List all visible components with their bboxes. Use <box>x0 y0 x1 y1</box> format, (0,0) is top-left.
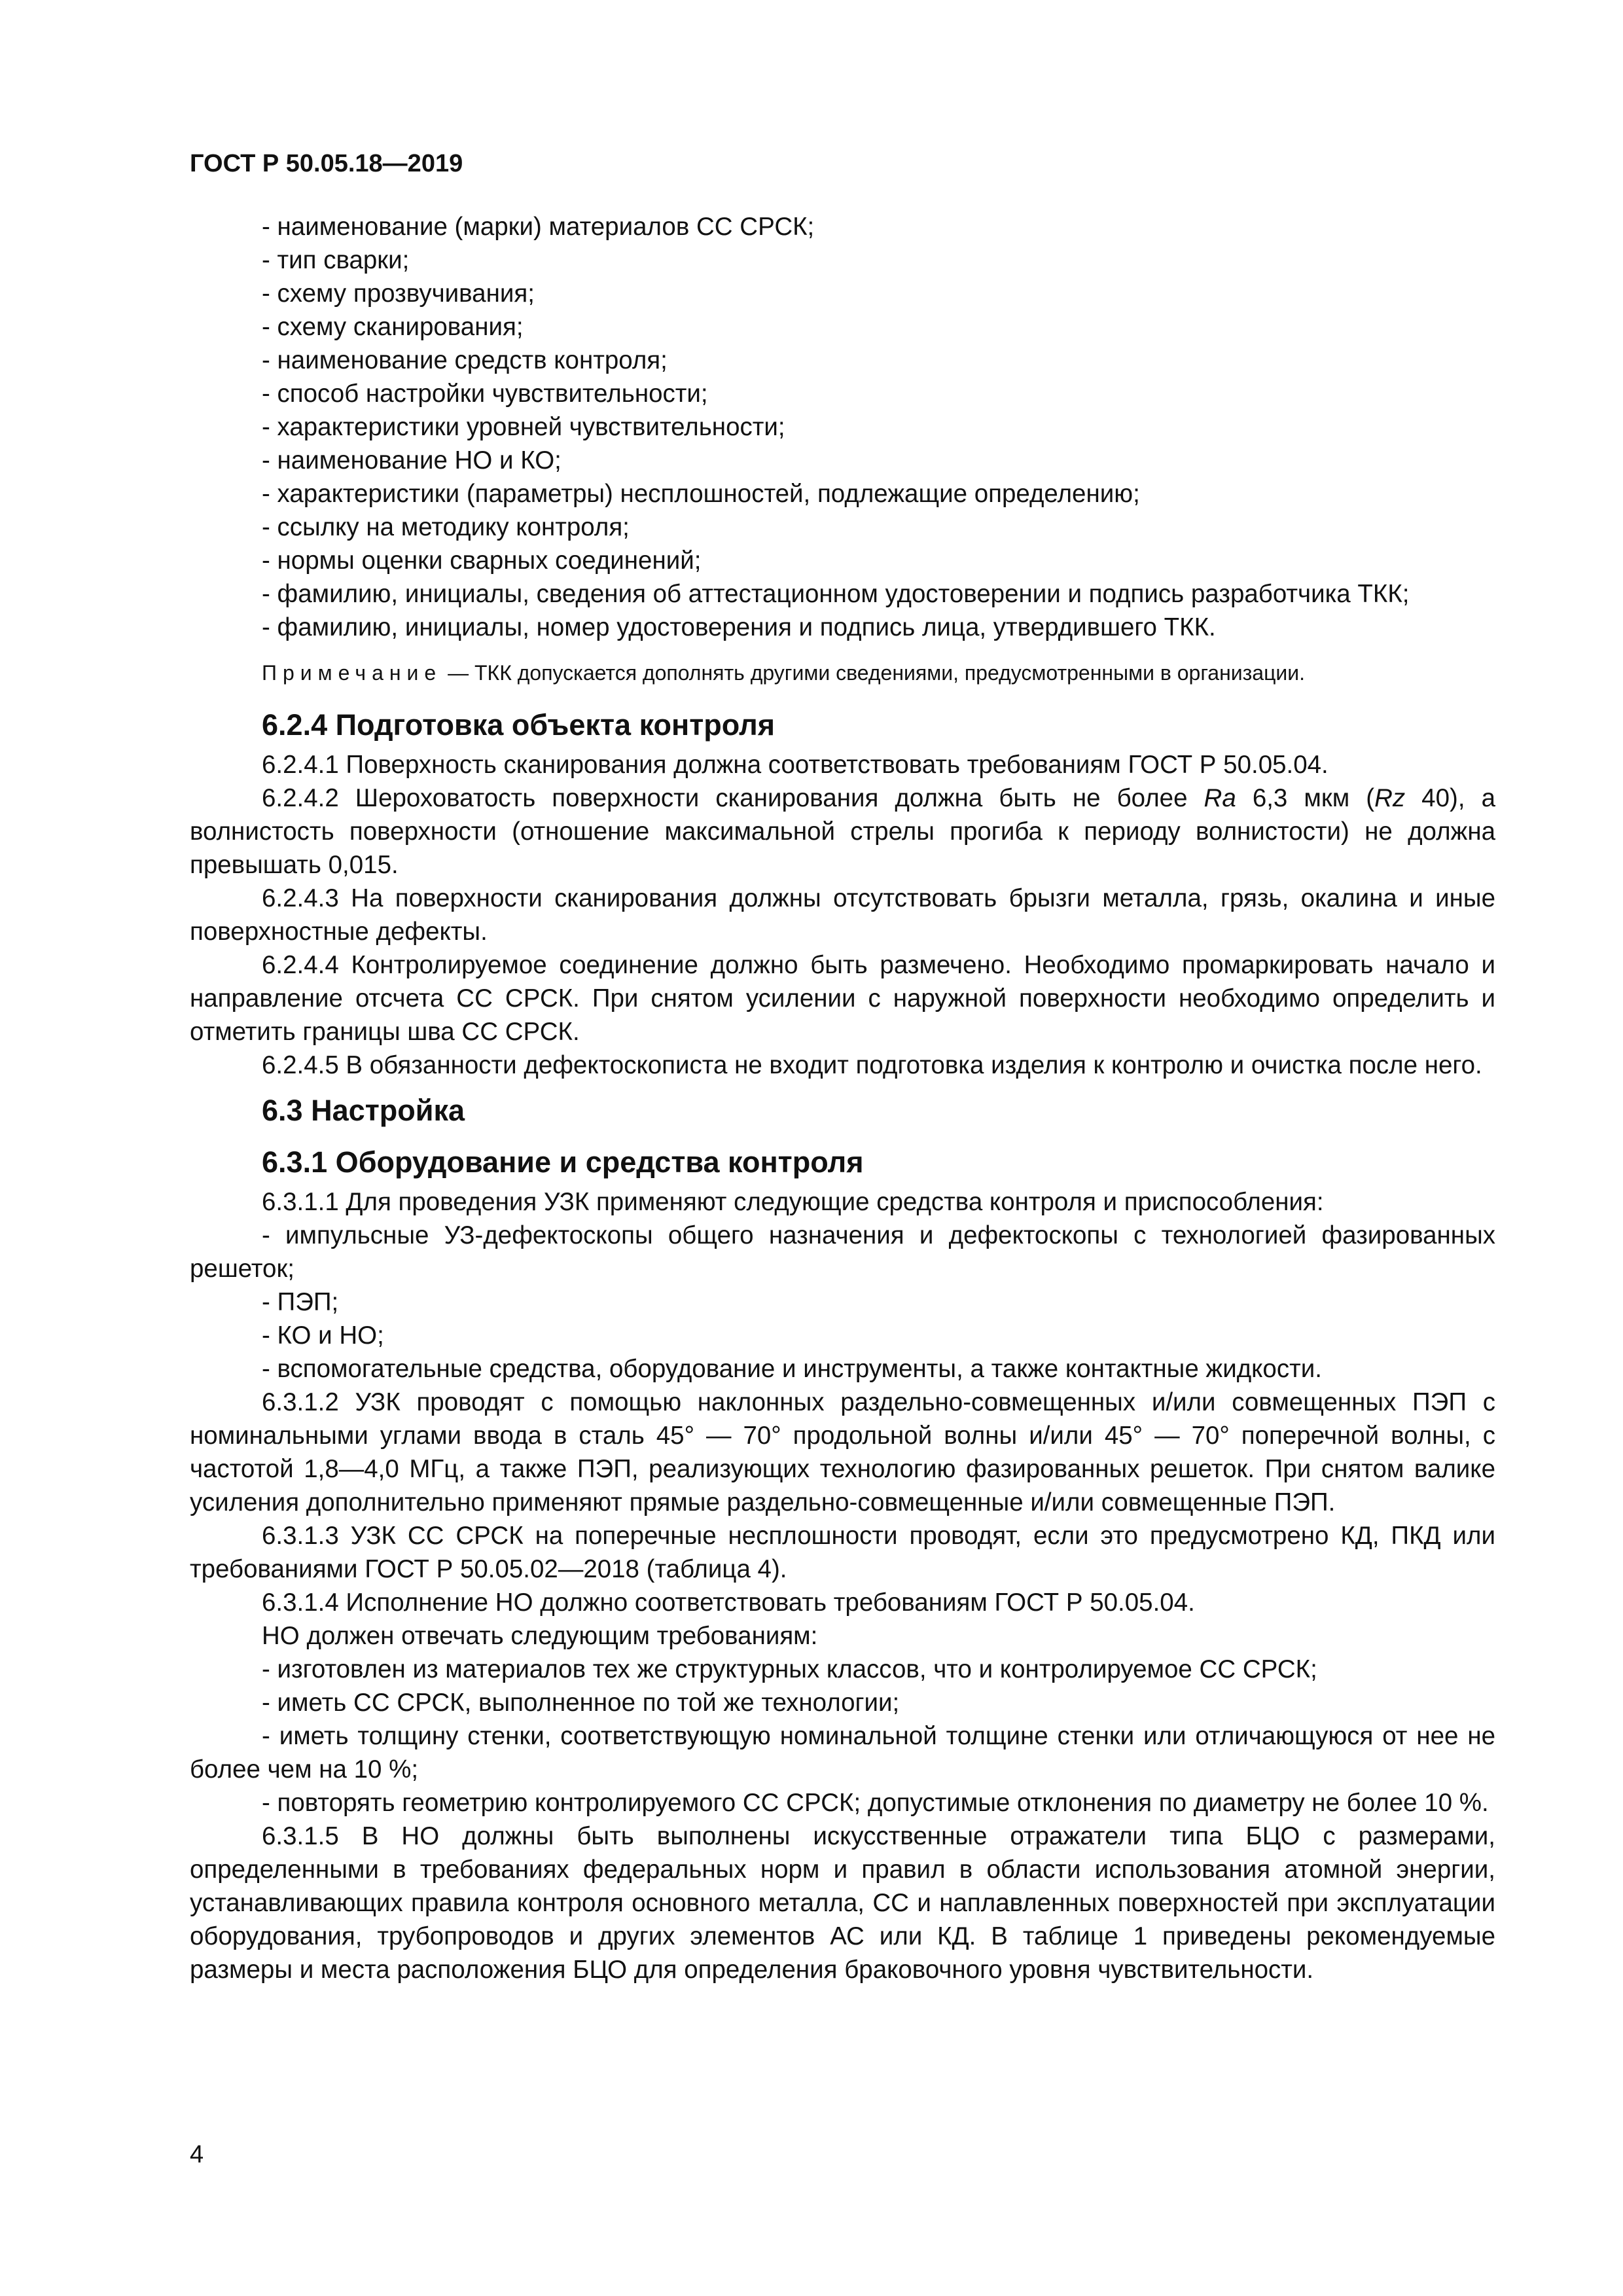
document-id-header: ГОСТ Р 50.05.18—2019 <box>190 150 463 177</box>
note <box>262 658 1495 687</box>
section-heading-6-3-1: 6.3.1 Оборудование и средства контроля <box>262 1145 864 1179</box>
ra-symbol: Ra <box>1204 784 1236 812</box>
list-item: - иметь толщину стенки, соответствующую номинальной толщине стенки или отличающуюся от нее не более чем на 10 %; <box>190 1722 1495 1784</box>
paragraph-intro: НО должен отвечать следующим требованиям: <box>262 1622 818 1650</box>
list-item: - изготовлен из материалов тех же структурных классов, что и контролируемое СС СРСК; <box>262 1655 1317 1683</box>
list-item: - наименование НО и КО; <box>262 446 562 475</box>
list-item: - фамилию, инициалы, сведения об аттестационном удостоверении и подпись разработчика ТКК; <box>262 580 1410 608</box>
note-label: Примечание <box>262 661 442 685</box>
list-item: - характеристики (параметры) несплошностей, подлежащие определению; <box>262 480 1140 508</box>
paragraph-6-2-4-4: 6.2.4.4 Контролируемое соединение должно быть размечено. Необходимо промаркировать начало и направление отсчета СС СРСК. При снятом усилении с наружной поверхности необходимо определить и отметить границы шва СС СРСК. <box>190 951 1495 1046</box>
paragraph-text: 6,3 мкм ( <box>1236 784 1375 812</box>
paragraph-text: 40), а волнистость поверхности (отношение максимальной стрелы прогиба к периоду волнистости) не должна превышать 0,015. <box>190 784 1495 879</box>
paragraph-6-3-1-3: 6.3.1.3 УЗК СС СРСК на поперечные несплошности проводят, если это предусмотрено КД, ПКД или требованиями ГОСТ Р 50.05.02—2018 (таблица 4). <box>190 1522 1495 1583</box>
list-item: - фамилию, инициалы, номер удостоверения и подпись лица, утвердившего ТКК. <box>262 613 1216 641</box>
paragraph-6-2-4-1: 6.2.4.1 Поверхность сканирования должна соответствовать требованиям ГОСТ Р 50.05.04. <box>262 751 1329 779</box>
paragraph-6-2-4-3: 6.2.4.3 На поверхности сканирования должны отсутствовать брызги металла, грязь, окалина и иные поверхностные дефекты. <box>190 884 1495 946</box>
rz-symbol: Rz <box>1374 784 1406 812</box>
list-item: - тип сварки; <box>262 246 410 274</box>
list-item: - иметь СС СРСК, выполненное по той же технологии; <box>262 1689 900 1717</box>
section-heading-6-3: 6.3 Настройка <box>262 1094 465 1127</box>
page-number: 4 <box>190 2141 204 2168</box>
list-item: - КО и НО; <box>262 1321 384 1350</box>
list-item: - схему сканирования; <box>262 313 524 341</box>
list-item: - вспомогательные средства, оборудование и инструменты, а также контактные жидкости. <box>262 1355 1322 1383</box>
paragraph-6-3-1-2: 6.3.1.2 УЗК проводят с помощью наклонных раздельно-совмещенных и/или совмещенных ПЭП с номинальными углами ввода в сталь 45° — 70° продольной волны и/или 45° — 70° поперечной волны, с частотой 1,8—4,0 МГц, а также ПЭП, реализующих технологию фазированных решеток. При снятом валике усиления дополнительно применяют прямые раздельно-совмещенные и/или совмещенные ПЭП. <box>190 1388 1495 1516</box>
paragraph-6-2-4-2 <box>190 781 1495 882</box>
paragraph-text: 6.2.4.2 Шероховатость поверхности сканирования должна быть не более <box>262 784 1204 812</box>
paragraph-6-3-1-5: 6.3.1.5 В НО должны быть выполнены искусственные отражатели типа БЦО с размерами, определенными в требованиях федеральных норм и правил в области использования атомной энергии, устанавливающих правила контроля основного металла, СС и наплавленных поверхностей при эксплуатации оборудования, трубопроводов и других элементов АС или КД. В таблице 1 приведены рекомендуемые размеры и места расположения БЦО для определения браковочного уровня чувствительности. <box>190 1822 1495 1984</box>
paragraph-6-3-1-4: 6.3.1.4 Исполнение НО должно соответствовать требованиям ГОСТ Р 50.05.04. <box>262 1588 1195 1617</box>
paragraph-6-2-4-5: 6.2.4.5 В обязанности дефектоскописта не входит подготовка изделия к контролю и очистка после него. <box>262 1051 1482 1079</box>
list-item: - ПЭП; <box>262 1288 339 1316</box>
section-heading-6-2-4: 6.2.4 Подготовка объекта контроля <box>262 708 776 742</box>
paragraph-6-3-1-1: 6.3.1.1 Для проведения УЗК применяют следующие средства контроля и приспособления: <box>262 1188 1324 1216</box>
list-item: - импульсные УЗ-дефектоскопы общего назначения и дефектоскопы с технологией фазированных решеток; <box>190 1221 1495 1283</box>
list-item: - наименование средств контроля; <box>262 346 668 374</box>
list-item: - способ настройки чувствительности; <box>262 380 708 408</box>
requirements-list <box>190 210 1495 644</box>
document-page <box>190 147 1495 1986</box>
list-item: - нормы оценки сварных соединений; <box>262 547 702 575</box>
list-item: - ссылку на методику контроля; <box>262 513 630 541</box>
note-text: — ТКК допускается дополнять другими сведениями, предусмотренными в организации. <box>442 661 1306 685</box>
list-item: - повторять геометрию контролируемого СС СРСК; допустимые отклонения по диаметру не более 10 %. <box>262 1789 1489 1817</box>
list-item: - наименование (марки) материалов СС СРСК; <box>262 213 815 241</box>
list-item: - схему прозвучивания; <box>262 279 535 308</box>
list-item: - характеристики уровней чувствительности; <box>262 413 785 441</box>
